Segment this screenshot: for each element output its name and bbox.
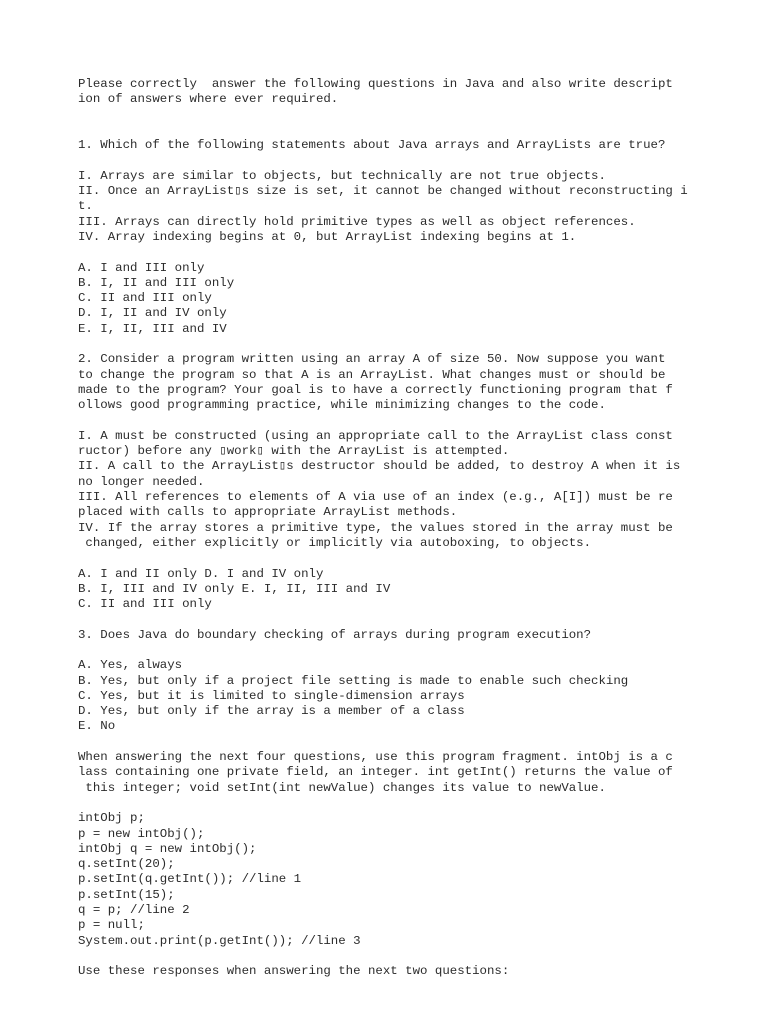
statement-line: changed, either explicitly or implicitly via autoboxing, to objects. xyxy=(78,535,592,550)
text-line xyxy=(78,643,758,658)
text-line xyxy=(78,123,758,138)
document-page xyxy=(78,77,758,980)
answer-option: E. No xyxy=(78,719,116,734)
text-line xyxy=(78,108,758,123)
code-line: intObj q = new intObj(); xyxy=(78,841,257,856)
statement-line: I. A must be constructed (using an appropriate call to the ArrayList class const xyxy=(78,428,673,443)
question-2: made to the program? Your goal is to have a correctly functioning program that f xyxy=(78,382,673,397)
statement-line: placed with calls to appropriate ArrayList methods. xyxy=(78,505,458,520)
answer-option: B. Yes, but only if a project file setting is made to enable such checking xyxy=(78,673,629,688)
statement-line: t. xyxy=(78,199,93,214)
instruction-paragraph: When answering the next four questions, use this program fragment. intObj is a c xyxy=(78,750,673,765)
answer-option: B. I, III and IV only E. I, II, III and IV xyxy=(78,581,391,596)
text-line xyxy=(78,245,758,260)
question-2: to change the program so that A is an ArrayList. What changes must or should be xyxy=(78,367,666,382)
code-line: p.setInt(q.getInt()); //line 1 xyxy=(78,872,302,887)
question-3: 3. Does Java do boundary checking of arrays during program execution? xyxy=(78,627,592,642)
answer-option: E. I, II, III and IV xyxy=(78,321,227,336)
statement-line: II. A call to the ArrayList▯s destructor should be added, to destroy A when it is xyxy=(78,459,681,474)
question-1: 1. Which of the following statements about Java arrays and ArrayLists are true? xyxy=(78,138,666,153)
instruction-paragraph: lass containing one private field, an integer. int getInt() returns the value of xyxy=(78,765,673,780)
statement-line: no longer needed. xyxy=(78,474,205,489)
text-line xyxy=(78,414,758,429)
code-line: p = null; xyxy=(78,918,145,933)
text-line xyxy=(78,153,758,168)
answer-option: D. Yes, but only if the array is a member of a class xyxy=(78,704,465,719)
text-line xyxy=(78,612,758,627)
code-line: intObj p; xyxy=(78,811,145,826)
code-line: p.setInt(15); xyxy=(78,887,175,902)
text-line xyxy=(78,796,758,811)
text-line xyxy=(78,949,758,964)
instruction-line: Use these responses when answering the next two questions: xyxy=(78,964,510,979)
statement-line: III. Arrays can directly hold primitive types as well as object references. xyxy=(78,214,636,229)
instruction-paragraph: this integer; void setInt(int newValue) changes its value to newValue. xyxy=(78,780,606,795)
statement-line: I. Arrays are similar to objects, but technically are not true objects. xyxy=(78,168,606,183)
answer-option: C. Yes, but it is limited to single-dimension arrays xyxy=(78,688,465,703)
text-line xyxy=(78,551,758,566)
answer-option: A. I and III only xyxy=(78,260,205,275)
answer-option: B. I, II and III only xyxy=(78,275,235,290)
answer-option: D. I, II and IV only xyxy=(78,306,227,321)
text-line: ion of answers where ever required. xyxy=(78,92,339,107)
code-line: q = p; //line 2 xyxy=(78,903,190,918)
code-line: System.out.print(p.getInt()); //line 3 xyxy=(78,933,361,948)
statement-line: ructor) before any ▯work▯ with the ArrayList is attempted. xyxy=(78,444,510,459)
text-line xyxy=(78,735,758,750)
question-2: 2. Consider a program written using an array A of size 50. Now suppose you want xyxy=(78,352,666,367)
statement-line: III. All references to elements of A via use of an index (e.g., A[I]) must be re xyxy=(78,490,673,505)
answer-option: C. II and III only xyxy=(78,291,212,306)
text-line: Please correctly answer the following questions in Java and also write descript xyxy=(78,77,673,91)
answer-option: C. II and III only xyxy=(78,597,212,612)
statement-line: IV. Array indexing begins at 0, but ArrayList indexing begins at 1. xyxy=(78,229,577,244)
answer-option: A. Yes, always xyxy=(78,658,183,673)
answer-option: A. I and II only D. I and IV only xyxy=(78,566,324,581)
code-line: q.setInt(20); xyxy=(78,857,175,872)
question-2: ollows good programming practice, while minimizing changes to the code. xyxy=(78,398,606,413)
statement-line: IV. If the array stores a primitive type, the values stored in the array must be xyxy=(78,520,673,535)
text-line xyxy=(78,337,758,352)
statement-line: II. Once an ArrayList▯s size is set, it cannot be changed without reconstructing i xyxy=(78,184,688,199)
code-line: p = new intObj(); xyxy=(78,826,205,841)
